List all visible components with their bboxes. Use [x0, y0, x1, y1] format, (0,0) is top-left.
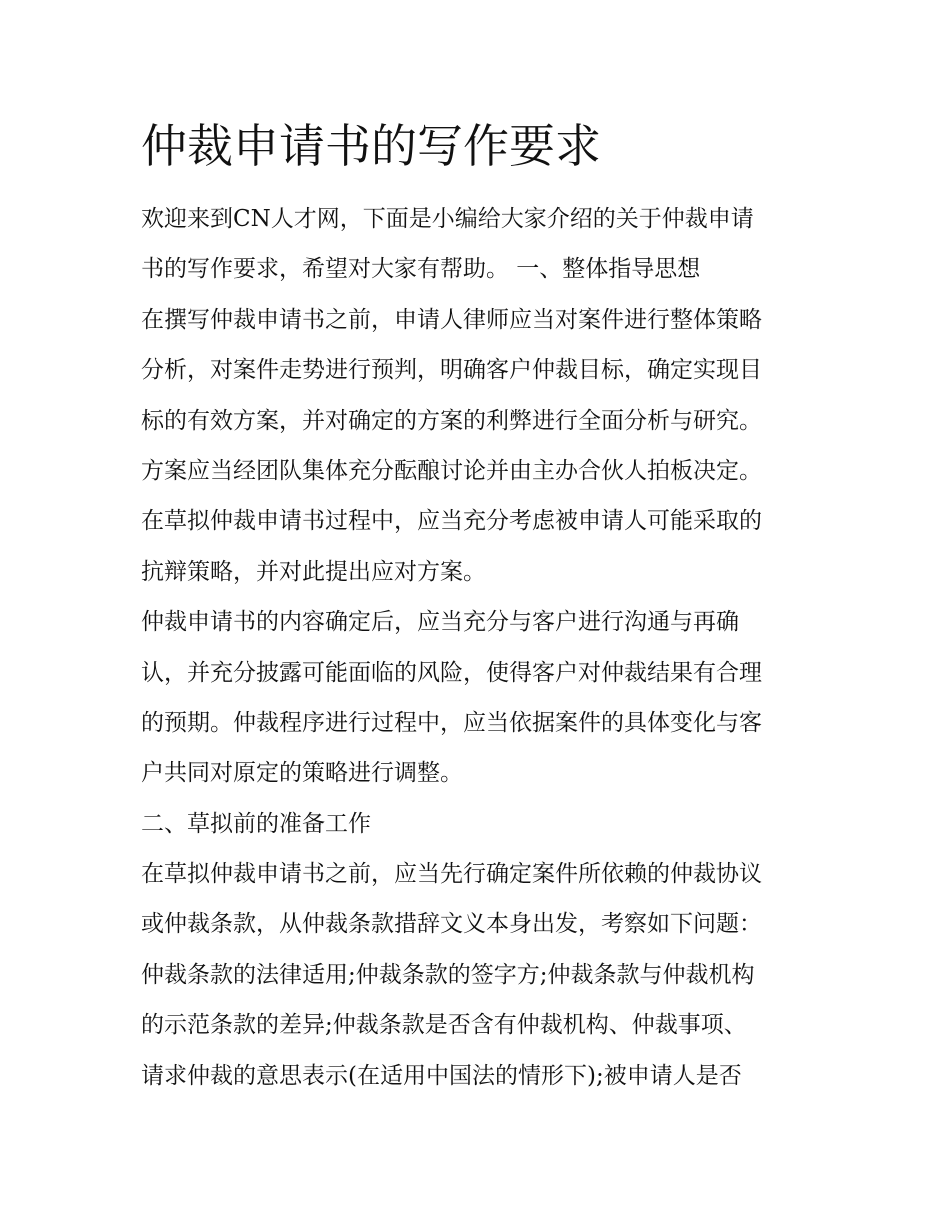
body-line: 方案应当经团队集体充分酝酿讨论并由主办合伙人拍板决定。	[141, 457, 762, 484]
body-line: 请求仲裁的意思表示(在适用中国法的情形下);被申请人是否	[141, 1062, 742, 1089]
body-line: 认，并充分披露可能面临的风险，使得客户对仲裁结果有合理	[141, 659, 762, 686]
body-line: 在草拟仲裁申请书过程中，应当充分考虑被申请人可能采取的	[141, 508, 762, 535]
document-page	[141, 112, 821, 1101]
document-title: 仲裁申请书的写作要求	[141, 119, 601, 173]
body-line: 的示范条款的差异;仲裁条款是否含有仲裁机构、仲裁事项、	[141, 1012, 747, 1039]
body-line: 在撰写仲裁申请书之前，申请人律师应当对案件进行整体策略	[141, 306, 762, 333]
body-line: 或仲裁条款，从仲裁条款措辞文义本身出发，考察如下问题：	[141, 911, 762, 938]
body-line: 的预期。仲裁程序进行过程中，应当依据案件的具体变化与客	[141, 709, 762, 736]
document-body	[141, 194, 821, 1101]
body-line: 分析，对案件走势进行预判，明确客户仲裁目标，确定实现目	[141, 357, 762, 384]
body-line: 在草拟仲裁申请书之前，应当先行确定案件所依赖的仲裁协议	[141, 861, 762, 888]
section-heading: 二、草拟前的准备工作	[141, 810, 371, 837]
body-line: 户共同对原定的策略进行调整。	[141, 760, 463, 787]
body-line: 仲裁条款的法律适用;仲裁条款的签字方;仲裁条款与仲裁机构	[141, 961, 755, 988]
body-line: 抗辩策略，并对此提出应对方案。	[141, 558, 486, 585]
body-line: 仲裁申请书的内容确定后，应当充分与客户进行沟通与再确	[141, 609, 739, 636]
body-line: 书的写作要求，希望对大家有帮助。 一、整体指导思想	[141, 256, 701, 283]
body-line: 标的有效方案，并对确定的方案的利弊进行全面分析与研究。	[141, 407, 762, 434]
body-line: 欢迎来到CN人才网，下面是小编给大家介绍的关于仲裁申请	[141, 206, 754, 232]
